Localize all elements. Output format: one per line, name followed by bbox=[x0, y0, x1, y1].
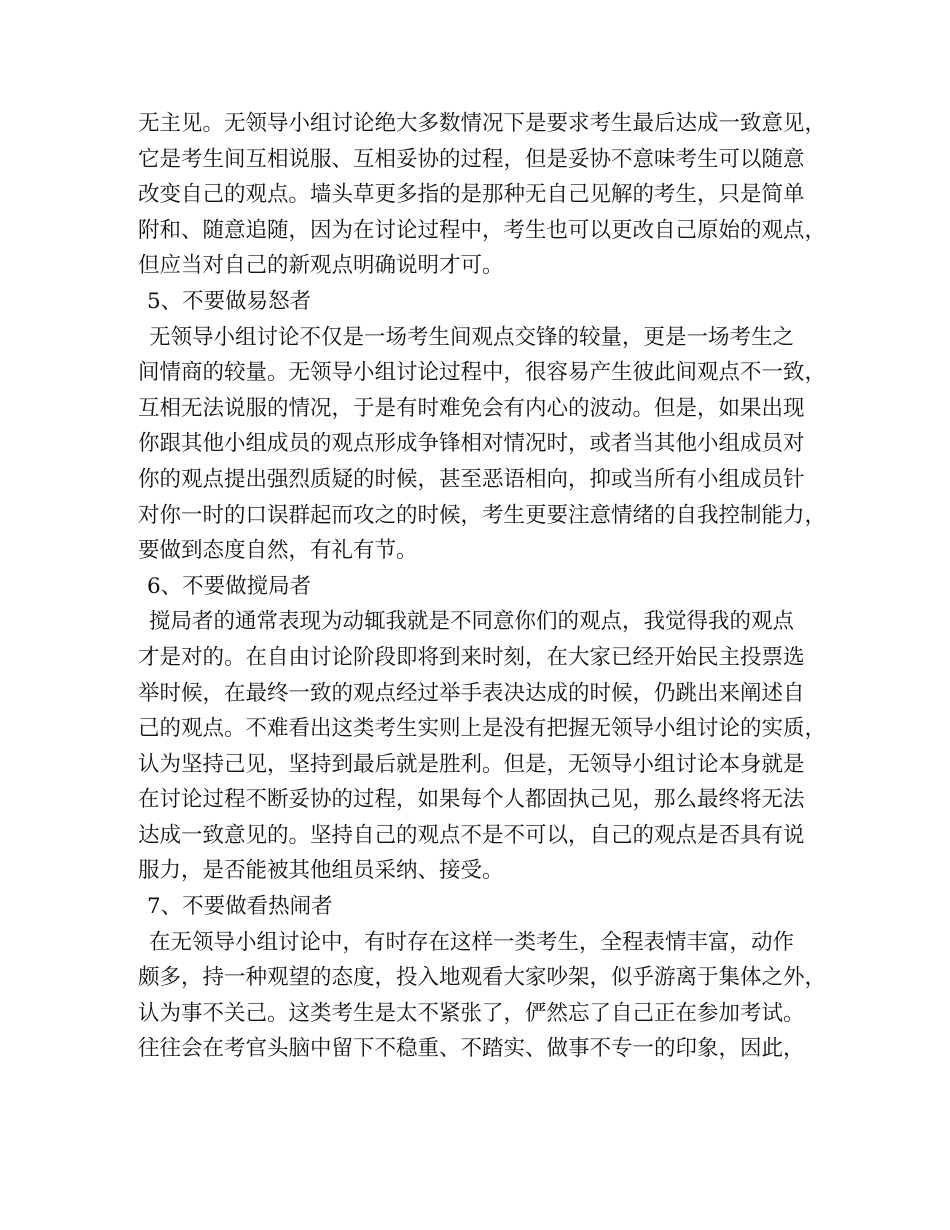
body-line: 要做到态度自然，有礼有节。 bbox=[138, 538, 418, 564]
section-heading: 7、不要做看热闹者 bbox=[147, 894, 333, 920]
body-line: 间情商的较量。无领导小组讨论过程中，很容易产生彼此间观点不一致， bbox=[138, 360, 827, 386]
document-body bbox=[138, 106, 828, 1067]
body-line: 在讨论过程不断妥协的过程，如果每个人都固执己见，那么最终将无法 bbox=[138, 787, 805, 813]
body-line: 附和、随意追随，因为在讨论过程中，考生也可以更改自己原始的观点， bbox=[138, 217, 827, 243]
body-line: 往往会在考官头脑中留下不稳重、不踏实、做事不专一的印象，因此， bbox=[138, 1036, 805, 1062]
body-line: 改变自己的观点。墙头草更多指的是那种无自己见解的考生，只是简单 bbox=[138, 182, 805, 208]
body-line: 己的观点。不难看出这类考生实则上是没有把握无领导小组讨论的实质， bbox=[138, 716, 827, 742]
body-line: 达成一致意见的。坚持自己的观点不是不可以，自己的观点是否具有说 bbox=[138, 822, 805, 848]
body-line: 服力，是否能被其他组员采纳、接受。 bbox=[138, 858, 504, 884]
body-line: 你跟其他小组成员的观点形成争锋相对情况时，或者当其他小组成员对 bbox=[138, 431, 805, 457]
body-line: 互相无法说服的情况，于是有时难免会有内心的波动。但是，如果出现 bbox=[138, 395, 805, 421]
body-line: 无主见。无领导小组讨论绝大多数情况下是要求考生最后达成一致意见， bbox=[138, 111, 827, 136]
section-heading: 6、不要做搅局者 bbox=[147, 573, 312, 599]
body-line: 举时候，在最终一致的观点经过举手表决达成的时候，仍跳出来阐述自 bbox=[138, 680, 805, 706]
body-line: 认为坚持己见，坚持到最后就是胜利。但是，无领导小组讨论本身就是 bbox=[138, 751, 805, 777]
section-heading: 5、不要做易怒者 bbox=[147, 288, 312, 314]
paragraph-first-line: 无领导小组讨论不仅是一场考生间观点交锋的较量，更是一场考生之 bbox=[149, 324, 795, 350]
paragraph-first-line: 在无领导小组讨论中，有时存在这样一类考生，全程表情丰富，动作 bbox=[149, 929, 795, 955]
body-line: 颇多，持一种观望的态度，投入地观看大家吵架，似乎游离于集体之外， bbox=[138, 965, 827, 991]
body-line: 你的观点提出强烈质疑的时候，甚至恶语相向，抑或当所有小组成员针 bbox=[138, 466, 805, 492]
paragraph-first-line: 搅局者的通常表现为动辄我就是不同意你们的观点，我觉得我的观点 bbox=[149, 609, 795, 635]
body-line: 对你一时的口误群起而攻之的时候，考生更要注意情绪的自我控制能力， bbox=[138, 502, 827, 528]
body-line: 才是对的。在自由讨论阶段即将到来时刻，在大家已经开始民主投票选 bbox=[138, 644, 805, 670]
body-line: 认为事不关己。这类考生是太不紧张了，俨然忘了自己正在参加考试。 bbox=[138, 1000, 805, 1026]
body-line: 但应当对自己的新观点明确说明才可。 bbox=[138, 253, 504, 279]
body-line: 它是考生间互相说服、互相妥协的过程，但是妥协不意味考生可以随意 bbox=[138, 146, 805, 172]
